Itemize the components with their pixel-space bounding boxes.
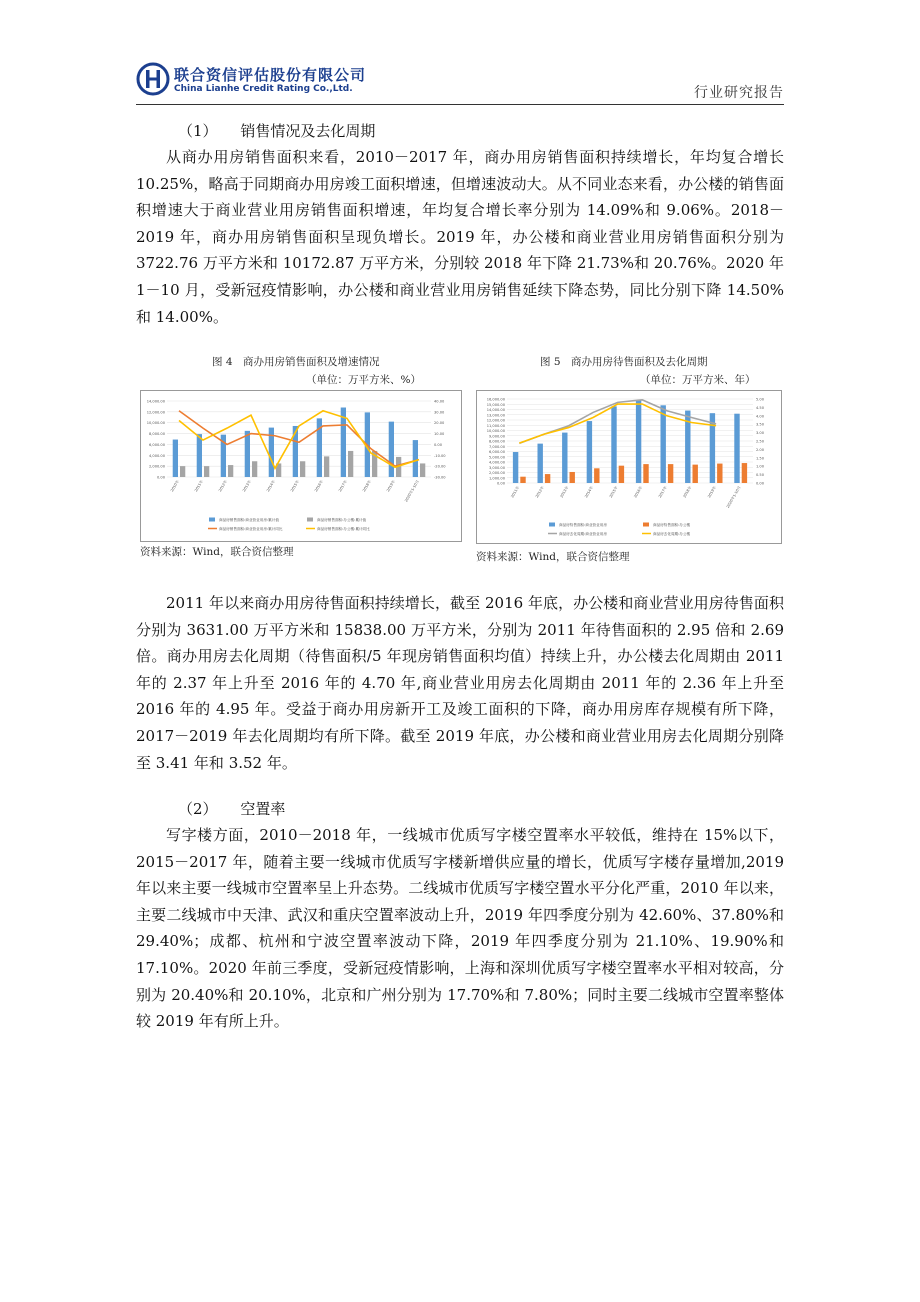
fig4-xtick-label: 2019年	[386, 479, 396, 493]
fig4-ytick-label: 14,000.00	[146, 399, 165, 404]
company-name-cn: 联合资信评估股份有限公司	[174, 66, 367, 84]
fig5-ytick-label: 13,000.00	[486, 413, 505, 418]
fig4-bar-a	[197, 434, 202, 477]
fig5-ytick-label: 1,000.00	[488, 476, 505, 481]
section2-heading-num: （2）	[178, 800, 218, 818]
figure4-source: 资料来源：Wind，联合资信整理	[140, 546, 294, 558]
fig5-bar-b	[742, 463, 747, 483]
fig4-bar-b	[252, 461, 257, 477]
fig4-legend-swatch	[307, 518, 313, 522]
fig4-line-b	[179, 411, 419, 469]
figure4-unit: （单位：万平方米、%）	[306, 374, 421, 386]
fig5-y2tick-label: 1.50	[756, 456, 765, 461]
fig4-y2tick-label: -10.00	[434, 453, 446, 458]
fig5-legend-swatch	[643, 523, 649, 527]
fig5-ytick-label: 7,000.00	[488, 444, 505, 449]
fig5-ytick-label: 0.00	[496, 481, 505, 486]
fig4-xtick-label: 2014年	[266, 479, 276, 493]
figure5-title: 图 5 商办用房待售面积及去化周期	[540, 356, 708, 368]
fig4-xtick-label: 2010年	[170, 479, 180, 493]
fig5-y2tick-label: 0.50	[756, 473, 765, 478]
section1-heading	[178, 120, 375, 141]
fig5-xtick-label: 2015年	[608, 485, 619, 499]
fig4-y2tick-label: 30.00	[434, 410, 445, 415]
fig4-bar-b	[180, 466, 185, 477]
fig5-y2tick-label: 0.00	[756, 481, 765, 486]
fig5-y2tick-label: 4.00	[756, 414, 765, 419]
fig5-xtick-label: 2019年	[707, 485, 717, 499]
fig5-xtick-label: 2017年	[657, 485, 668, 499]
fig4-bar-a	[245, 431, 250, 477]
fig5-bar-a	[587, 421, 592, 483]
fig4-ytick-label: 6,000.00	[148, 442, 165, 447]
fig5-ytick-label: 5,000.00	[488, 455, 505, 460]
fig4-line-a	[179, 411, 419, 466]
fig4-ytick-label: 4,000.00	[148, 453, 165, 458]
fig5-y2tick-label: 3.50	[756, 422, 765, 427]
fig5-bar-a	[660, 405, 665, 483]
fig5-bar-a	[611, 406, 616, 483]
fig5-legend-label: 商品房待售面积:办公楼	[653, 523, 691, 527]
fig4-xtick-label: 2015年	[290, 479, 300, 493]
section1-heading-num: （1）	[178, 122, 218, 140]
fig5-y2tick-label: 4.50	[756, 405, 765, 410]
fig5-bar-a	[734, 414, 739, 483]
fig5-legend-label: 商品房待售面积:商业营业用房	[559, 523, 607, 527]
fig5-bar-b	[693, 465, 698, 483]
fig4-ytick-label: 2,000.00	[148, 464, 165, 469]
fig4-ytick-label: 10,000.00	[146, 421, 165, 426]
company-logo-icon	[136, 62, 170, 96]
fig5-bar-a	[636, 400, 641, 483]
fig5-bar-b	[668, 464, 673, 483]
fig4-y2tick-label: -30.00	[434, 475, 446, 480]
fig5-bar-b	[570, 472, 575, 483]
fig4-bar-b	[348, 451, 353, 477]
fig5-bar-b	[545, 474, 550, 483]
fig5-legend-label: 商品房去化周期:商业营业用房	[559, 532, 607, 536]
section2-paragraph-1: 写字楼方面，2010－2018 年，一线城市优质写字楼空置率水平较低，维持在 15%以下，2015－2017 年，随着主要一线城市优质写字楼新增供应量的增长，优质写字楼存量增加,2019 年以来主要一线城市空置率呈上升态势。二线城市优质写字楼空置水平分化严重，2010 年以来，主要二线城市中天津、武汉和重庆空置率波动上升，2019 年四季度分别为 42.60%、37.80%和 29.40%；成都、杭州和宁波空置率波动下降，2019 年四季度分别为 21.10%、19.90%和 17.10%。2020 年前三季度，受新冠疫情影响，上海和深圳优质写字楼空置率水平相对较高，分别为 20.40%和 20.10%，北京和广州分别为 17.70%和 7.80%；同时主要二线城市空置率整体较 2019 年有所上升。	[136, 826, 784, 1031]
fig4-bar-b	[300, 461, 305, 477]
fig4-legend-label: 商品房销售面积:办公楼:累计值	[317, 518, 367, 522]
fig4-xtick-label: 2012年	[218, 479, 228, 493]
fig4-ytick-label: 12,000.00	[146, 410, 165, 415]
fig4-bar-b	[420, 463, 425, 477]
fig4-y2tick-label: 20.00	[434, 421, 445, 426]
fig4-bar-b	[204, 466, 209, 477]
fig5-xtick-label: 2012年	[534, 485, 545, 499]
fig5-y2tick-label: 1.00	[756, 464, 765, 469]
fig5-y2tick-label: 3.00	[756, 431, 765, 436]
fig4-legend-label: 商品房销售面积:商业营业用房:累计值	[219, 518, 279, 522]
fig5-bar-b	[643, 464, 648, 483]
fig5-xtick-label: 2011年	[510, 485, 521, 499]
figure5-chart-svg	[477, 391, 781, 543]
figure5-source: 资料来源：Wind，联合资信整理	[476, 551, 630, 563]
figure5-unit: （单位：万平方米、年）	[640, 374, 756, 386]
fig4-xtick-label: 2018年	[362, 479, 372, 493]
fig5-xtick-label: 2020年1-10月	[725, 485, 742, 509]
fig5-bar-a	[562, 433, 567, 483]
fig5-y2tick-label: 2.50	[756, 439, 765, 444]
section1-paragraph-2: 2011 年以来商办用房待售面积持续增长，截至 2016 年底，办公楼和商业营业用房待售面积分别为 3631.00 万平方米和 15838.00 万平方米，分别为 2011 年待售面积的 2.95 倍和 2.69 倍。商办用房去化周期（待售面积/5 年现房销售面积均值）持续上升，办公楼去化周期由 2011 年的 2.37 年上升至 2016 年的 4.70 年,商业营业用房去化周期由 2011 年的 2.36 年上升至 2016 年的 4.95 年。受益于商办用房新开工及竣工面积的下降，商办用房库存规模有所下降，2017－2019 年去化周期均有所下降。截至 2019 年底，办公楼和商业营业用房去化周期分别降至 3.41 年和 3.52 年。	[136, 594, 784, 772]
page-header	[136, 60, 784, 105]
fig5-bar-b	[520, 477, 525, 483]
fig5-ytick-label: 10,000.00	[486, 429, 505, 433]
fig4-xtick-label: 2011年	[194, 479, 204, 493]
fig5-y2tick-label: 5.00	[756, 397, 765, 402]
fig5-bar-b	[619, 466, 624, 483]
fig4-bar-a	[413, 440, 418, 477]
fig5-bar-b	[594, 468, 599, 483]
fig4-bar-a	[173, 440, 178, 477]
section1-paragraph-1: 从商办用房销售面积来看，2010－2017 年，商办用房销售面积持续增长，年均复合增长 10.25%，略高于同期商办用房竣工面积增速，但增速波动大。从不同业态来看，办公楼的销售面积增速大于商业营业用房销售面积增速，年均复合增长率分别为 14.09%和 9.06%。2018－2019 年，商办用房销售面积呈现负增长。2019 年，办公楼和商业营业用房销售面积分别为 3722.76 万平方米和 10172.87 万平方米，分别较 2018 年下降 21.73%和 20.76%。2020 年 1－10 月，受新冠疫情影响，办公楼和商业营业用房销售延续下降态势，同比分别下降 14.50%和 14.00%。	[136, 148, 784, 326]
fig5-ytick-label: 4,000.00	[488, 460, 505, 465]
figure4-chart-svg	[141, 391, 461, 541]
fig4-ytick-label: 0.00	[156, 475, 165, 480]
fig5-ytick-label: 16,000.00	[486, 397, 505, 402]
fig5-ytick-label: 2,000.00	[488, 471, 505, 475]
fig4-bar-b	[324, 456, 329, 477]
fig4-xtick-label: 2020年1-10月	[404, 479, 420, 503]
fig5-xtick-label: 2013年	[559, 485, 570, 499]
fig5-xtick-label: 2018年	[682, 485, 693, 499]
figure4-title: 图 4 商办用房销售面积及增速情况	[212, 356, 380, 368]
fig5-ytick-label: 9,000.00	[488, 434, 505, 439]
section1-heading-text: 销售情况及去化周期	[240, 122, 376, 140]
fig5-ytick-label: 15,000.00	[486, 402, 505, 407]
fig4-legend-label: 商品房销售面积:办公楼:累计同比	[317, 527, 370, 531]
fig4-legend-label: 商品房销售面积:商业营业用房:累计同比	[219, 527, 283, 531]
fig4-ytick-label: 8,000.00	[148, 432, 165, 437]
section2-heading-text: 空置率	[240, 800, 286, 818]
fig4-bar-a	[389, 422, 394, 477]
fig5-legend-swatch	[549, 523, 555, 527]
figure4-chart	[140, 390, 462, 542]
fig4-y2tick-label: 40.00	[434, 399, 445, 404]
fig5-bar-b	[717, 464, 722, 483]
fig5-legend-label: 商品房去化周期:办公楼	[653, 532, 691, 536]
fig4-xtick-label: 2016年	[314, 479, 324, 493]
fig4-legend-swatch	[209, 518, 215, 522]
report-type: 行业研究报告	[694, 85, 784, 101]
fig5-ytick-label: 14,000.00	[486, 408, 505, 412]
fig4-y2tick-label: -20.00	[434, 464, 446, 469]
company-name-en: China Lianhe Credit Rating Co.,Ltd.	[174, 84, 353, 94]
fig5-ytick-label: 6,000.00	[488, 450, 505, 454]
fig4-bar-b	[228, 465, 233, 477]
fig5-bar-a	[537, 444, 542, 483]
section2-heading	[178, 798, 285, 819]
fig5-xtick-label: 2014年	[584, 485, 594, 499]
fig5-ytick-label: 8,000.00	[488, 439, 505, 444]
fig4-xtick-label: 2013年	[242, 479, 252, 493]
fig5-ytick-label: 3,000.00	[488, 465, 505, 470]
figure5-chart	[476, 390, 782, 544]
fig4-y2tick-label: 10.00	[434, 432, 445, 437]
fig5-ytick-label: 12,000.00	[486, 418, 505, 423]
fig5-xtick-label: 2016年	[633, 485, 644, 499]
fig5-ytick-label: 11,000.00	[486, 423, 505, 428]
fig4-y2tick-label: 0.00	[434, 442, 443, 447]
fig5-y2tick-label: 2.00	[756, 447, 765, 452]
fig4-xtick-label: 2017年	[338, 479, 348, 493]
fig5-bar-a	[513, 452, 518, 483]
